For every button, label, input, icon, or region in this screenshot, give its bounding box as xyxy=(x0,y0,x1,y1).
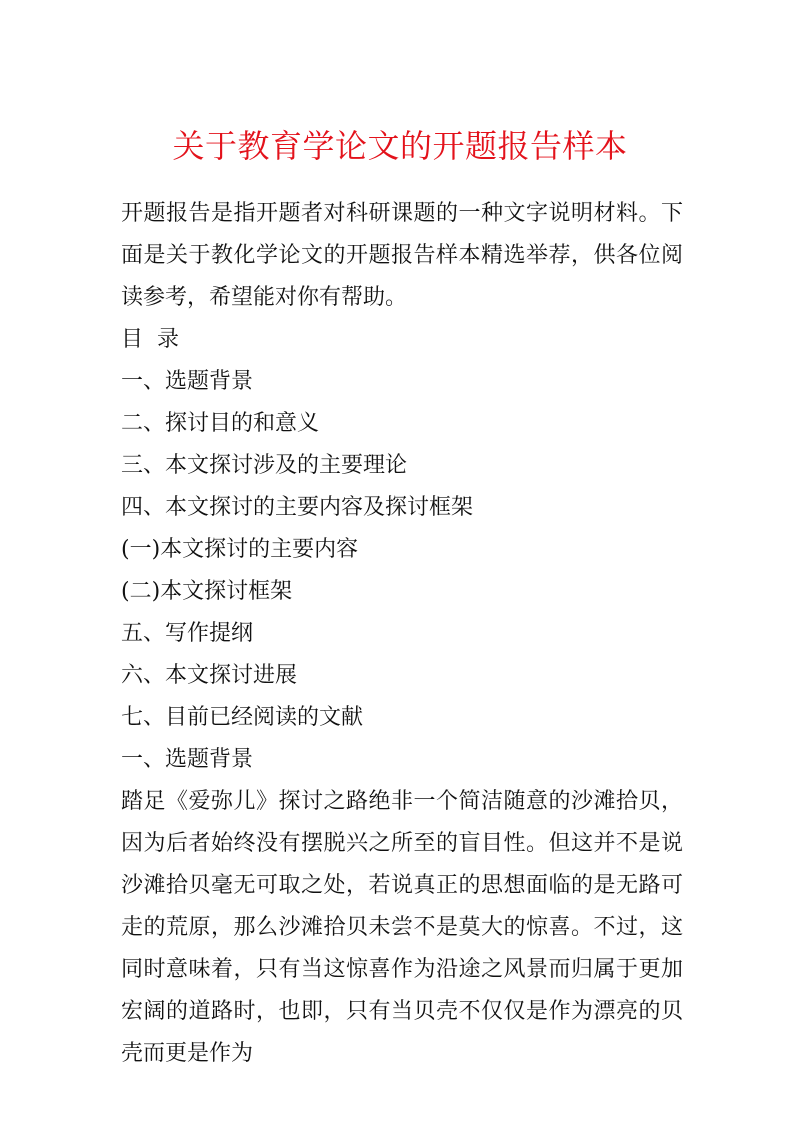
toc-item: 七、目前已经阅读的文献 xyxy=(121,705,364,730)
toc-item: (二)本文探讨框架 xyxy=(121,579,293,604)
toc-heading: 目 录 xyxy=(121,327,179,352)
section-paragraph: 踏足《爱弥儿》探讨之路绝非一个简洁随意的沙滩拾贝，因为后者始终没有摆脱兴之所至的盲目性。但这并不是说沙滩拾贝毫无可取之处，若说真正的思想面临的是无路可走的荒原，那么沙滩拾贝未尝不是莫大的惊喜。不过，这同时意味着，只有当这惊喜作为沿途之风景而归属于更加宏阔的道路时，也即，只有当贝壳不仅仅是作为漂亮的贝壳而更是作为 xyxy=(121,789,683,1066)
toc-item: 二、探讨目的和意义 xyxy=(121,411,320,436)
toc-item: (一)本文探讨的主要内容 xyxy=(121,537,359,562)
toc-item: 三、本文探讨涉及的主要理论 xyxy=(121,453,408,478)
toc-item: 四、本文探讨的主要内容及探讨框架 xyxy=(121,495,474,520)
document-title: 关于教育学论文的开题报告样本 xyxy=(172,127,628,165)
toc-item: 一、选题背景 xyxy=(121,369,254,394)
toc-item: 六、本文探讨进展 xyxy=(121,663,298,688)
section-heading: 一、选题背景 xyxy=(121,747,254,772)
document-body xyxy=(121,193,683,1075)
intro-paragraph: 开题报告是指开题者对科研课题的一种文字说明材料。下面是关于教化学论文的开题报告样本精选举荐，供各位阅读参考，希望能对你有帮助。 xyxy=(121,201,683,310)
toc-item: 五、写作提纲 xyxy=(121,621,254,646)
